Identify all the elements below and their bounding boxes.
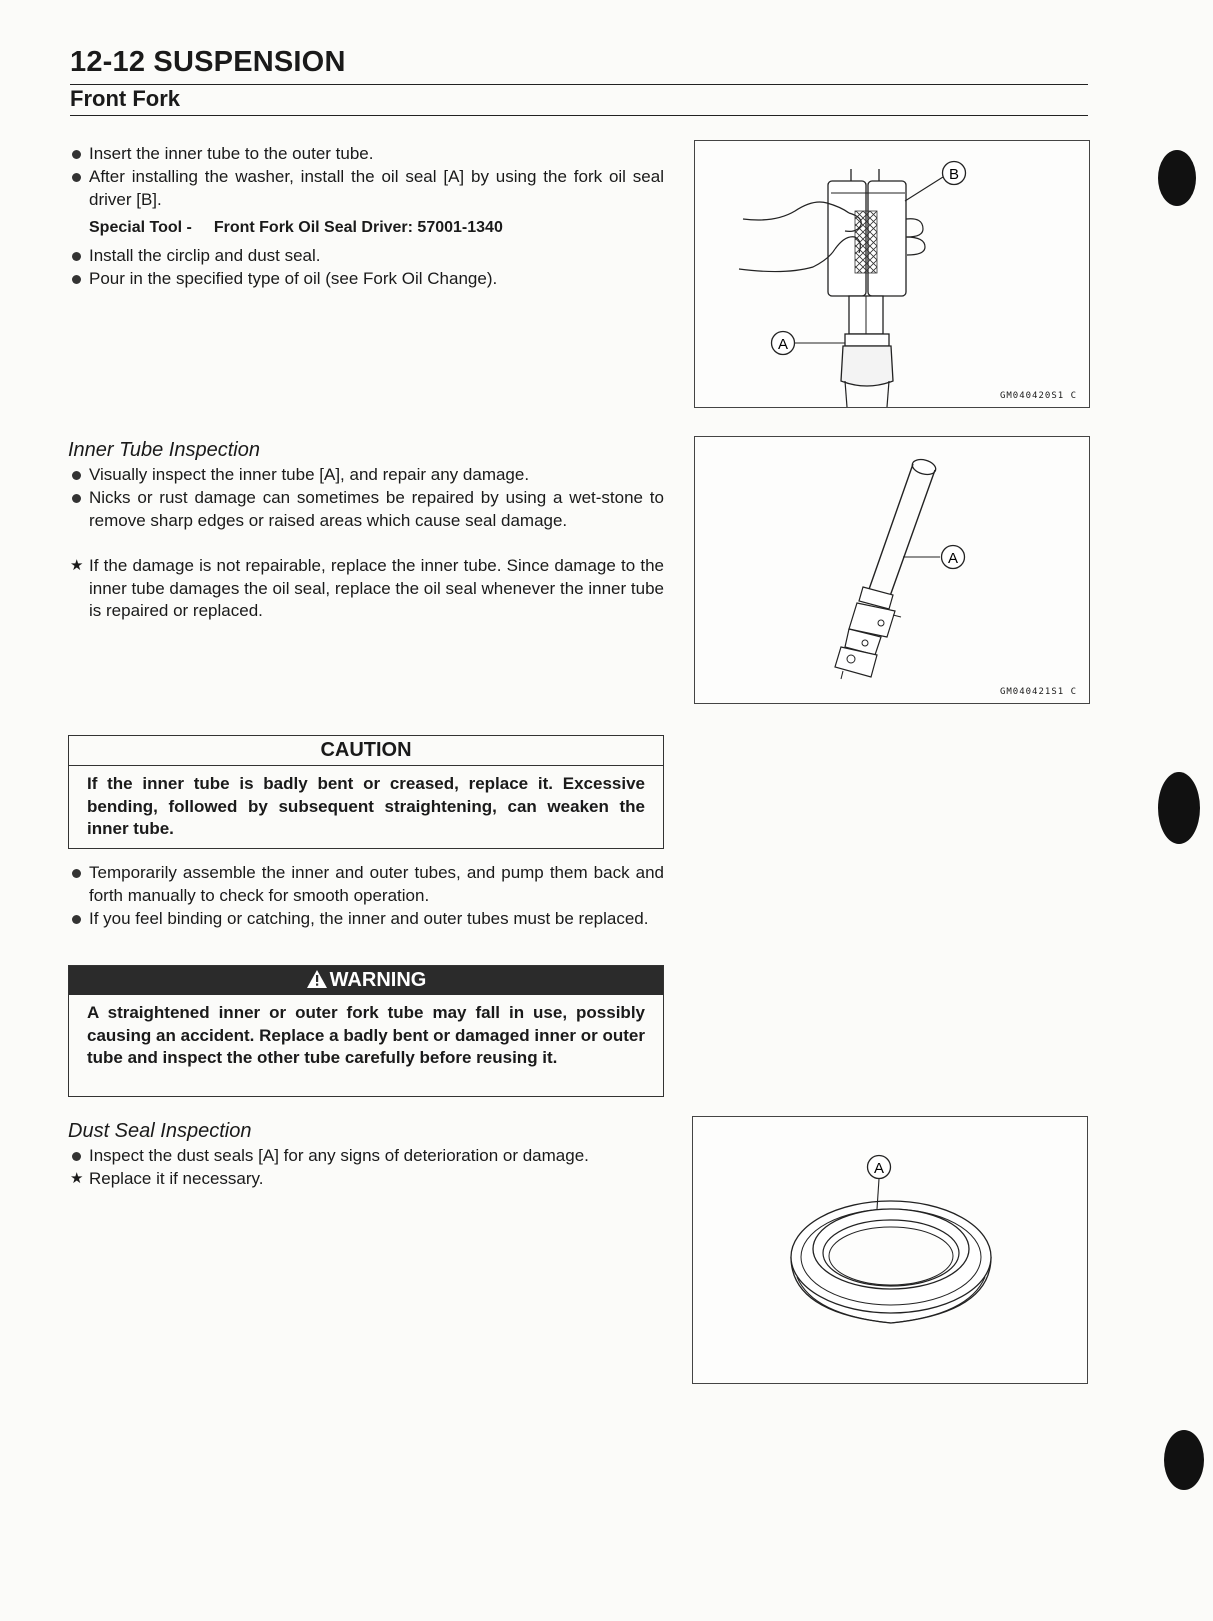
star-icon: ★ <box>70 557 84 574</box>
list-item: Inspect the dust seals [A] for any signs of deterioration or damage. <box>70 1145 664 1168</box>
header-rule <box>70 84 1088 85</box>
list-item: Visually inspect the inner tube [A], and repair any damage. <box>70 464 664 487</box>
bullet-icon <box>72 275 81 284</box>
bullet-icon <box>72 869 81 878</box>
section-title: Front Fork <box>70 86 180 111</box>
figure-dust-seal <box>692 1116 1088 1384</box>
page-title: 12-12 SUSPENSION <box>70 46 346 78</box>
header-rule-bottom <box>70 115 1088 116</box>
caution-body: If the inner tube is badly bent or creased, replace it. Excessive bending, followed by subsequent straightening, can weaken the inner tube. <box>87 774 645 838</box>
bullet-icon <box>72 252 81 261</box>
list-item-star: ★ If the damage is not repairable, replace the inner tube. Since damage to the inner tube damages the oil seal, replace the oil seal whenever the inner tube is repaired or replaced. <box>70 556 664 620</box>
bullet-icon <box>72 915 81 924</box>
special-tool-label: Special Tool - <box>89 219 192 236</box>
bullet-icon <box>72 173 81 182</box>
warning-title: WARNING <box>329 969 427 991</box>
figure-code: GM040420S1 C <box>999 391 1077 401</box>
binder-hole <box>1158 150 1196 206</box>
list-item: If you feel binding or catching, the inner and outer tubes must be replaced. <box>70 908 664 931</box>
oil-seal-driver-illustration <box>695 141 1089 407</box>
caution-box <box>68 735 664 849</box>
list-item: Nicks or rust damage can sometimes be repaired by using a wet-stone to remove sharp edges or raised areas which cause seal damage. <box>70 487 664 532</box>
callout-b: B <box>948 166 960 183</box>
list-item-star: ★ Replace it if necessary. <box>70 1168 664 1191</box>
bullet-icon <box>72 494 81 503</box>
dust-seal-illustration <box>693 1117 1087 1383</box>
bullet-icon <box>72 1152 81 1161</box>
bullet-icon <box>72 471 81 480</box>
bullet-icon <box>72 150 81 159</box>
warning-triangle-icon <box>306 969 328 989</box>
list-item: Insert the inner tube to the outer tube. <box>70 143 664 166</box>
figure-code: GM040421S1 C <box>999 687 1077 697</box>
callout-a: A <box>947 550 959 567</box>
list-item: After installing the washer, install the oil seal [A] by using the fork oil seal driver [B]. <box>70 166 664 211</box>
callout-a: A <box>777 336 789 353</box>
list-item: Temporarily assemble the inner and outer tubes, and pump them back and forth manually to check for smooth operation. <box>70 862 664 907</box>
figure-inner-tube <box>694 436 1090 704</box>
warning-header <box>69 966 663 995</box>
warning-body: A straightened inner or outer fork tube may fall in use, possibly causing an accident. Replace a badly bent or damaged inner or outer tube and inspect the other tube carefully before reusing it. <box>87 1003 645 1067</box>
inner-tube-heading: Inner Tube Inspection <box>68 439 260 461</box>
special-tool-value: Front Fork Oil Seal Driver: 57001-1340 <box>213 219 503 236</box>
special-tool <box>89 219 503 237</box>
binder-hole <box>1158 772 1200 844</box>
list-item: Install the circlip and dust seal. <box>70 245 664 268</box>
caution-title: CAUTION <box>69 736 663 766</box>
star-icon: ★ <box>70 1170 84 1187</box>
figure-oil-seal-driver <box>694 140 1090 408</box>
dust-seal-heading: Dust Seal Inspection <box>68 1120 252 1142</box>
warning-box <box>68 965 664 1097</box>
binder-hole <box>1164 1430 1204 1490</box>
callout-a: A <box>873 1160 885 1177</box>
list-item: Pour in the specified type of oil (see Fork Oil Change). <box>70 268 664 291</box>
inner-tube-illustration <box>695 437 1089 703</box>
